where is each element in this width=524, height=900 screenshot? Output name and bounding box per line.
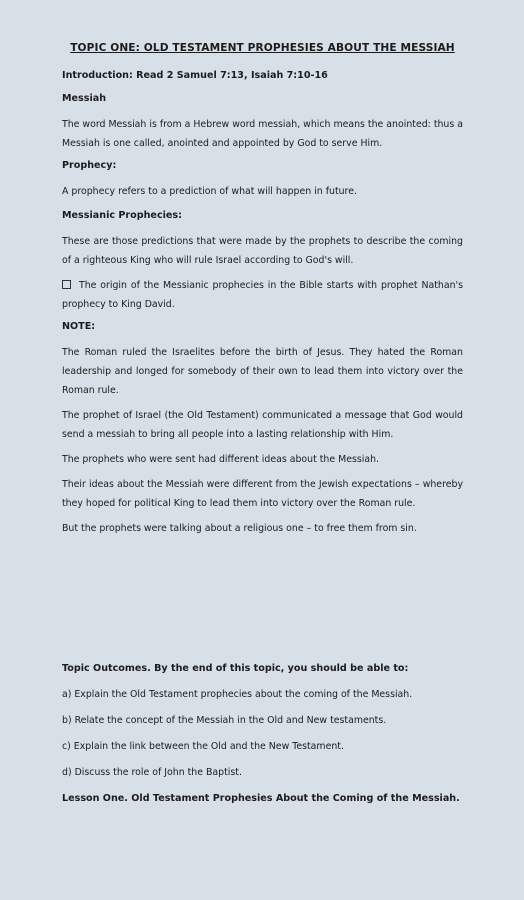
messianic-bullet (62, 276, 463, 314)
note-paragraph: The Roman ruled the Israelites before the birth of Jesus. They hated the Roman leadership and longed for somebody of their own to lead them into victory over the Roman rule. (62, 347, 463, 396)
outcomes-list (62, 685, 463, 782)
note-paragraph: The prophets who were sent had different ideas about the Messiah. (62, 454, 379, 465)
page-title: TOPIC ONE: OLD TESTAMENT PROPHESIES ABOUT THE MESSIAH (70, 42, 455, 54)
messianic-paragraph: These are those predictions that were made by the prophets to describe the coming of a righteous King who will rule Israel according to God's will. (62, 236, 463, 266)
prophecy-paragraph: A prophecy refers to a prediction of what will happen in future. (62, 186, 357, 197)
note-heading: NOTE: (62, 321, 96, 332)
list-item: b) Relate the concept of the Messiah in the Old and New testaments. (62, 715, 387, 726)
checkbox-bullet-icon (62, 280, 71, 289)
messiah-heading: Messiah (62, 93, 107, 104)
introduction-heading: Introduction: Read 2 Samuel 7:13, Isaiah 7:10-16 (62, 70, 328, 81)
list-item: d) Discuss the role of John the Baptist. (62, 767, 242, 778)
blank-space (62, 544, 463, 662)
prophecy-heading: Prophecy: (62, 160, 117, 171)
lesson-heading: Lesson One. Old Testament Prophesies About the Coming of the Messiah. (62, 793, 460, 804)
list-item: a) Explain the Old Testament prophecies about the coming of the Messiah. (62, 689, 413, 700)
note-paragraph: But the prophets were talking about a religious one – to free them from sin. (62, 523, 417, 534)
messianic-heading: Messianic Prophecies: (62, 210, 182, 221)
messiah-paragraph: The word Messiah is from a Hebrew word messiah, which means the anointed: thus a Messiah is one called, anointed and appointed by God to serve Him. (62, 119, 463, 149)
note-paragraph: The prophet of Israel (the Old Testament) communicated a message that God would send a messiah to bring all people into a lasting relationship with Him. (62, 410, 463, 440)
outcomes-heading: Topic Outcomes. By the end of this topic, you should be able to: (62, 663, 409, 674)
note-paragraph: Their ideas about the Messiah were different from the Jewish expectations – whereby they hoped for political King to lead them into victory over the Roman rule. (62, 479, 463, 509)
list-item: c) Explain the link between the Old and the New Testament. (62, 741, 344, 752)
messianic-bullet-text: The origin of the Messianic prophecies in the Bible starts with prophet Nathan's prophecy to King David. (62, 280, 463, 310)
